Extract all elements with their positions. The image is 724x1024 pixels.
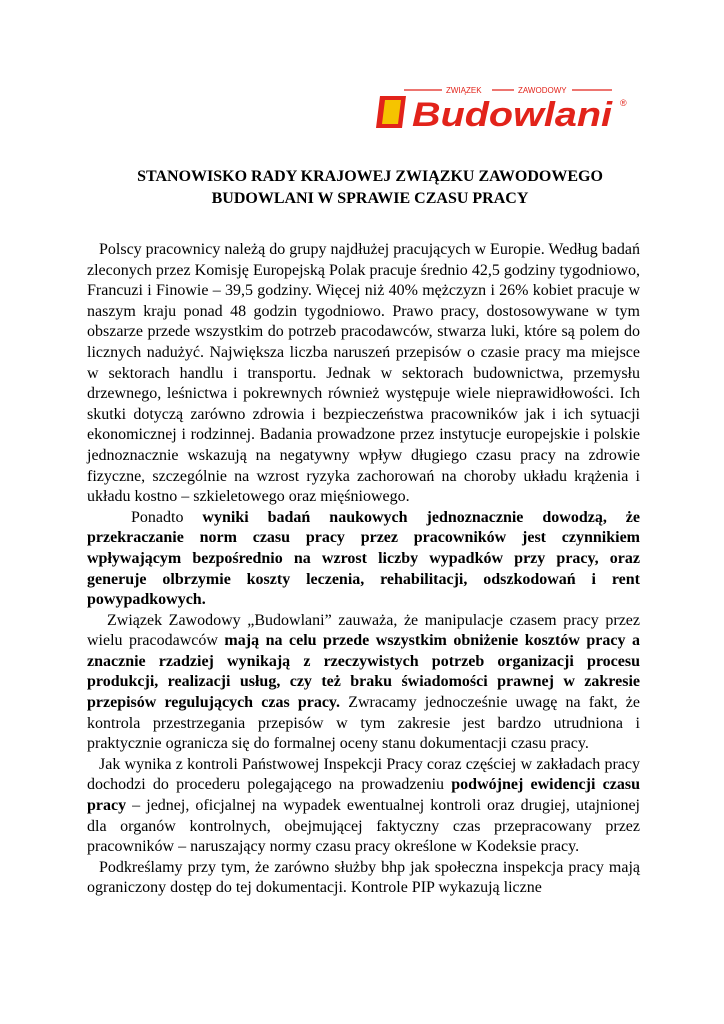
paragraph-4-text-a: Jak wynika z kontroli Państwowej Inspekcji Pracy coraz częściej w zakładach pracy dochodzi do procederu polegającego na prowadzeniu [87, 755, 640, 794]
budowlani-logo-graphic [376, 82, 636, 132]
paragraph-4 [87, 755, 640, 858]
paragraph-3-bold: mają na celu przede wszystkim obniżenie kosztów pracy a znacznie rzadziej wynikają z rzeczywistych potrzeb organizacji procesu produkcji, realizacji usług, czy też braku świadomości prawnej w zakresie przepisów regulujących czas pracy. [87, 632, 641, 712]
paragraph-2-bold: wyniki badań naukowych jednoznacznie dowodzą, że przekraczanie norm czasu pracy przez pracowników jest czynnikiem wpływającym bezpośrednio na wzrost liczby wypadków przy pracy, oraz generuje olbrzymie koszty leczenia, rehabilitacji, odszkodowań i rent powypadkowych. [87, 508, 640, 609]
paragraph-2-text: Ponadto [131, 508, 203, 526]
paragraph-1: Polscy pracownicy należą do grupy najdłużej pracujących w Europie. Według badań zleconych przez Komisję Europejską Polak pracuje średnio 42,5 godziny tygodniowo, Francuzi i Finowie – 39,5 godziny. Więcej niż 40% mężczyzn i 26% kobiet pracuje w naszym kraju ponad 48 godzin tygodniowo. Prawo pracy, dostosowywane w tym obszarze przede wszystkim do potrzeb pracodawców, stwarza luki, które są polem do licznych nadużyć. Największa liczba naruszeń przepisów o czasie pracy ma miejsce w sektorach handlu i transportu. Jednak w sektorach budownictwa, przemysłu drzewnego, leśnictwa i pokrewnych również występuje wiele nieprawidłowości. Ich skutki dotyczą zarówno zdrowia i bezpieczeństwa pracowników jak i ich sytuacji ekonomicznej i rodzinnej. Badania prowadzone przez instytucje europejskie i polskie jednoznacznie wskazują na negatywny wpływ długiego czasu pracy na zdrowie fizyczne, szczególnie na wzrost ryzyka zachorowań na choroby układu krążenia i układu kostno – szkieletowego oraz mięśniowego. [87, 241, 640, 506]
logo-top-left-text: ZWIĄZEK [446, 86, 482, 95]
paragraph-4-bold: podwójnej ewidencji czasu pracy [87, 776, 640, 815]
paragraph-3 [87, 611, 640, 755]
document-title [90, 166, 650, 210]
paragraph-5: Podkreślamy przy tym, że zarówno służby bhp jak społeczna inspekcja pracy mają ograniczony dostęp do tej dokumentacji. Kontrole PIP wykazują liczne [87, 858, 640, 897]
title-line-2: BUDOWLANI W SPRAWIE CZASU PRACY [211, 190, 529, 207]
logo-emblem-inner [382, 100, 401, 124]
paragraph-4-text-b: – jednej, oficjalnej na wypadek ewentualnej kontroli oraz drugiej, utajnionej dla organów kontrolnych, obejmującej faktyczny czas przepracowany przez pracowników – naruszający normy czasu pracy określone w Kodeksie pracy. [87, 797, 640, 856]
paragraph-3-text-b: Zwracamy jednocześnie uwagę na fakt, że kontrola przestrzegania przepisów w tym zakresie jest bardzo utrudniona i praktycznie ogranicza się do formalnej oceny stanu dokumentacji czasu pracy. [87, 694, 641, 753]
logo-brand-text: Budowlani [412, 96, 614, 132]
paragraph-2 [87, 508, 640, 611]
document-body [87, 240, 640, 899]
title-line-1: STANOWISKO RADY KRAJOWEJ ZWIĄZKU ZAWODOWEGO [137, 168, 603, 185]
paragraph-3-text-a: Związek Zawodowy „Budowlani” zauważa, że manipulacje czasem pracy przez wielu pracodawców [87, 611, 640, 650]
logo-registered-mark: ® [620, 98, 627, 108]
budowlani-logo [376, 82, 636, 132]
logo-top-right-text: ZAWODOWY [518, 86, 567, 95]
